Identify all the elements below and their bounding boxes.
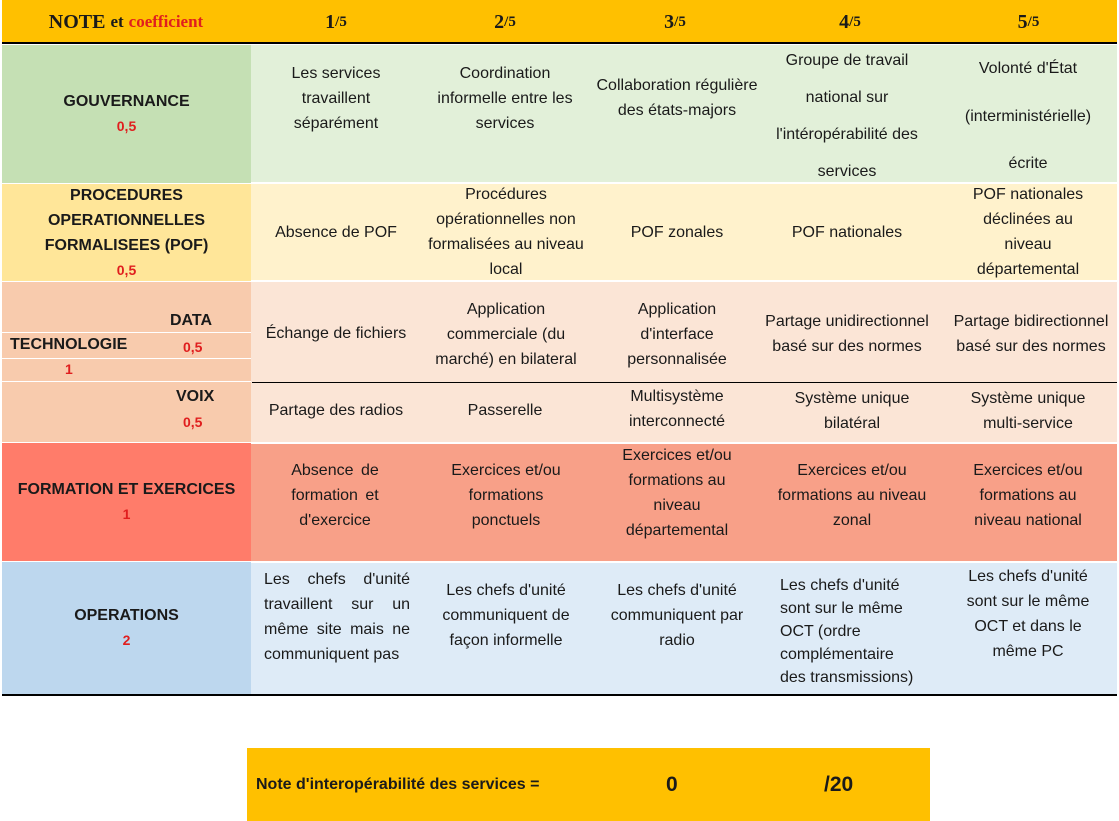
- operations-title: OPERATIONS: [74, 607, 179, 624]
- pof-label: [2, 184, 251, 281]
- operations-level-4: Les chefs d'unité sont sur le même OCT (ordre complémentaire des transmissions): [780, 576, 914, 686]
- header-note-coefficient: [2, 4, 250, 40]
- header-et: et: [110, 12, 124, 31]
- operations-level-2: Les chefs d'unité communiquent de façon informelle: [442, 581, 570, 649]
- technologie-label-divider-2: [2, 358, 251, 359]
- pof-level-5: POF nationales déclinées au niveau départemental: [972, 186, 1084, 278]
- operations-level-3: Les chefs d'unité communiquent par radio: [610, 581, 744, 649]
- pof-level-2: Procédures opérationnelles non formalisées au niveau local: [428, 186, 584, 278]
- header-level-3: 3 /5: [664, 10, 686, 33]
- data-level-5: Partage bidirectionnel basé sur des normes: [953, 313, 1109, 355]
- operations-level-1: Les chefs d'unité travaillent sur un même site mais ne communiquent pas: [264, 571, 410, 663]
- formation-level-5: Exercices et/ou formations au niveau national: [973, 461, 1083, 529]
- header-level-1: 1 /5: [325, 10, 347, 33]
- pof-title: PROCEDURES OPERATIONNELLES FORMALISEES (POF): [44, 186, 209, 254]
- formation-level-3: Exercices et/ou formations au niveau départemental: [622, 447, 732, 539]
- formation-level-1: Absence de formation et d'exercice: [291, 461, 379, 529]
- pof-level-1: Absence de POF: [275, 224, 397, 241]
- operations-label: [2, 562, 251, 694]
- data-title: DATA: [170, 312, 213, 329]
- summary-max: /20: [824, 772, 854, 796]
- technologie-coef: 1: [65, 361, 73, 377]
- voix-coef: 0,5: [183, 414, 203, 430]
- pof-level-4: POF nationales: [791, 224, 903, 241]
- formation-level-4: Exercices et/ou formations au niveau zonal: [777, 461, 927, 529]
- voix-level-4: Système unique bilatéral: [794, 389, 910, 432]
- operations-level-5: Les chefs d'unité sont sur le même OCT et dans le même PC: [966, 568, 1090, 660]
- gouvernance-level-1: Les services travaillent séparément: [291, 64, 381, 132]
- formation-title: FORMATION ET EXERCICES: [17, 481, 236, 498]
- header-level-5: 5 /5: [1017, 10, 1040, 33]
- header-note: NOTE: [48, 10, 106, 33]
- data-level-3: Application d'interface personnalisée: [627, 300, 727, 368]
- summary-label: Note d'interopérabilité des services =: [256, 775, 540, 793]
- gouvernance-coef: 0,5: [116, 118, 137, 134]
- header-coefficient: coefficient: [128, 12, 204, 31]
- data-level-2: Application commerciale (du marché) en bilateral: [435, 300, 577, 368]
- voix-level-1: Partage des radios: [268, 402, 404, 419]
- summary-score: 0: [666, 772, 678, 796]
- formation-level-2: Exercices et/ou formations ponctuels: [451, 461, 561, 529]
- voix-level-3: Multisystème interconnecté: [628, 388, 726, 430]
- gouvernance-level-5-line-2: (interministérielle): [964, 107, 1092, 125]
- technologie-label-bg: [2, 282, 251, 442]
- technologie-title: TECHNOLOGIE: [10, 336, 128, 353]
- gouvernance-level-5-line-3: écrite: [1008, 155, 1048, 172]
- voix-level-5: Système unique multi-service: [970, 389, 1086, 432]
- gouvernance-level-5: [938, 60, 1118, 172]
- gouvernance-level-5-line-1: Volonté d'État: [978, 60, 1078, 77]
- formation-coef: 1: [122, 506, 131, 522]
- gouvernance-title: GOUVERNANCE: [63, 93, 190, 110]
- voix-title: VOIX: [176, 388, 215, 405]
- technologie-label-divider-3: [2, 381, 251, 382]
- technologie-label-divider-1: [2, 332, 251, 333]
- data-level-1: Échange de fichiers: [265, 325, 407, 342]
- data-coef: 0,5: [183, 339, 203, 355]
- formation-label: [2, 443, 251, 561]
- gouvernance-level-2: Coordination informelle entre les services: [437, 64, 573, 132]
- data-level-4: Partage unidirectionnel basé sur des normes: [765, 313, 929, 355]
- gouvernance-label: [2, 45, 251, 183]
- voix-level-2: Passerelle: [467, 402, 543, 419]
- pof-level-3: POF zonales: [630, 224, 724, 241]
- header-level-2: 2 /5: [494, 10, 516, 33]
- gouvernance-level-4: Groupe de travail national sur l'intéropérabilité des services: [776, 52, 918, 180]
- operations-coef: 2: [122, 632, 131, 648]
- pof-coef: 0,5: [116, 261, 137, 278]
- gouvernance-level-3: Collaboration régulière des états-majors: [596, 77, 758, 119]
- header-level-4: 4 /5: [839, 10, 861, 33]
